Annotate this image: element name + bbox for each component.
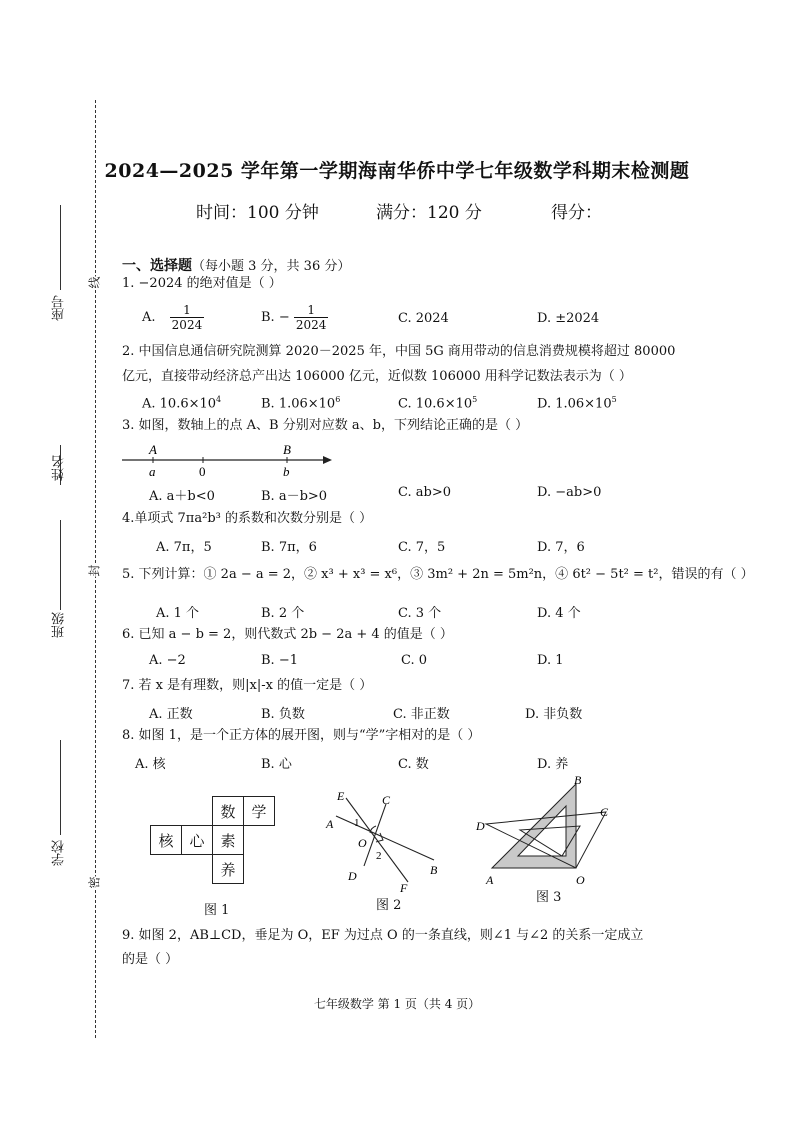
q2-line1: 2. 中国信息通信研究院测算 2020－2025 年，中国 5G 商用带动的信息消费规模将超过 80000 (122, 344, 676, 359)
fig3-label-C: C (600, 805, 609, 819)
q3-option-d: D. −ab>0 (537, 485, 602, 500)
line-CD (364, 804, 386, 866)
number-line-figure (120, 440, 340, 480)
fig2-angle2: 2 (376, 850, 382, 862)
figure1-cube-net (150, 796, 275, 884)
q9-line2: 的是（ ） (122, 952, 179, 967)
fig3-label-B: B (574, 773, 582, 787)
q3-option-b: B. a－b>0 (261, 489, 328, 504)
q4-option-d: D. 7，6 (537, 540, 585, 555)
q3-option-c: C. ab>0 (398, 485, 451, 500)
q4-option-b: B. 7π，6 (261, 540, 317, 555)
exam-score: 得分： (551, 203, 602, 223)
name-label: 姓名 (52, 455, 67, 481)
school-blank-line (60, 740, 61, 835)
figure3-caption: 图 3 (536, 890, 562, 905)
value-label-a: a (149, 464, 156, 479)
seat-label: 座号 (52, 295, 67, 321)
fig3-label-O: O (576, 873, 585, 887)
fig3-label-D: D (476, 819, 485, 833)
cube-cell-xue: 学 (244, 797, 275, 826)
q6-option-d: D. 1 (537, 653, 564, 668)
school-label: 学校 (52, 840, 67, 866)
q4-stem: 4.单项式 7πa²b³ 的系数和次数分别是（ ） (122, 511, 373, 526)
q6-option-a: A. −2 (149, 653, 186, 668)
q1-option-a: A. $\frac{1}{2024}$ (142, 303, 203, 332)
fig2-angle1: 1 (354, 817, 360, 829)
fig2-label-E: E (337, 789, 345, 803)
fig2-label-F: F (400, 881, 408, 894)
q3-option-a: A. a＋b<0 (149, 489, 215, 504)
fig2-label-O: O (358, 836, 367, 850)
seal-char-feng: 封 (84, 564, 105, 576)
cube-cell-he: 核 (151, 826, 182, 855)
big-triangle-hole (518, 806, 566, 856)
q2-option-b: B. $1.06\times 10^6$ (261, 395, 341, 412)
class-blank-line (60, 520, 61, 610)
q7-option-d: D. 非负数 (525, 707, 583, 722)
q5-option-b: B. 2 个 (261, 606, 305, 621)
q8-option-a: A. 核 (135, 757, 166, 772)
q5-option-a: A. 1 个 (156, 606, 200, 621)
fig2-label-A: A (326, 817, 334, 831)
figure1-caption: 图 1 (204, 903, 230, 918)
q6-stem: 6. 已知 a − b = 2，则代数式 2b − 2a + 4 的值是（ ） (122, 627, 453, 642)
q1-option-c: C. 2024 (398, 311, 449, 326)
q7-stem: 7. 若 x 是有理数，则|x|-x 的值一定是（ ） (122, 678, 373, 693)
exam-title: 2024—2025 学年第一学期海南华侨中学七年级数学科期末检测题 (104, 160, 690, 182)
q7-option-c: C. 非正数 (393, 707, 450, 722)
value-label-0: 0 (199, 464, 206, 479)
cube-cell-yang: 养 (213, 855, 244, 884)
point-label-A: A (149, 442, 157, 457)
number-line-arrow (323, 456, 332, 464)
q5-option-c: C. 3 个 (398, 606, 442, 621)
q2-line2: 亿元，直接带动经济总产出达 106000 亿元，近似数 106000 用科学记数法表示为（ ） (122, 369, 632, 384)
q3-stem: 3. 如图，数轴上的点 A、B 分别对应数 a、b，下列结论正确的是（ ） (122, 418, 529, 433)
q7-option-a: A. 正数 (149, 707, 193, 722)
q8-option-c: C. 数 (398, 757, 429, 772)
q2-option-c: C. $10.6\times 10^5$ (398, 395, 478, 412)
point-label-B: B (283, 442, 291, 457)
q9-line1: 9. 如图 2，AB⊥CD，垂足为 O，EF 为过点 O 的一条直线，则∠1 与∠2 的关系一定成立 (122, 928, 644, 943)
line-AB (336, 816, 434, 860)
q5-option-d: D. 4 个 (537, 606, 581, 621)
q8-stem: 8. 如图 1，是一个正方体的展开图，则与“学”字相对的是（ ） (122, 728, 481, 743)
section-title: 一、选择题（每小题 3 分，共 36 分） (122, 258, 351, 274)
seal-char-mi: 密 (84, 876, 105, 888)
value-label-b: b (283, 464, 290, 479)
cube-cell-su: 素 (213, 826, 244, 855)
q2-option-a: A. $10.6\times 10^4$ (142, 395, 222, 412)
q2-option-d: D. $1.06\times 10^5$ (537, 395, 617, 412)
q4-option-a: A. 7π，5 (156, 540, 212, 555)
q5-stem: 5. 下列计算：① 2a − a = 2，② x³ + x³ = x⁶，③ 3m² + 2n = 5m²n，④ 6t² − 5t² = t²，错误的有（ ） (122, 567, 754, 582)
q7-option-b: B. 负数 (261, 707, 305, 722)
page-footer: 七年级数学 第 1 页（共 4 页） (313, 997, 481, 1011)
fig3-label-A: A (486, 873, 494, 887)
figure2-perpendicular (312, 784, 447, 894)
exam-full-score: 满分：120 分 (376, 203, 482, 223)
q8-option-d: D. 养 (537, 757, 569, 772)
fig2-label-B: B (430, 863, 438, 877)
seal-char-xian: 线 (84, 276, 105, 288)
q6-option-b: B. −1 (261, 653, 298, 668)
q6-option-c: C. 0 (401, 653, 428, 668)
seat-blank-line (60, 205, 61, 290)
q1-stem: 1. −2024 的绝对值是（ ） (122, 276, 282, 291)
exam-time: 时间：100 分钟 (196, 203, 319, 223)
q1-option-d: D. ±2024 (537, 311, 600, 326)
class-label: 班级 (52, 612, 67, 638)
q1-option-b: B. − $\frac{1}{2024}$ (261, 303, 327, 332)
cube-cell-xin: 心 (182, 826, 213, 855)
fig2-label-C: C (382, 793, 391, 807)
figure2-caption: 图 2 (376, 898, 402, 913)
q4-option-c: C. 7，5 (398, 540, 446, 555)
q8-option-b: B. 心 (261, 757, 292, 772)
cube-cell-shu: 数 (213, 797, 244, 826)
fig2-label-D: D (348, 869, 357, 883)
figure3-set-squares (472, 772, 622, 890)
